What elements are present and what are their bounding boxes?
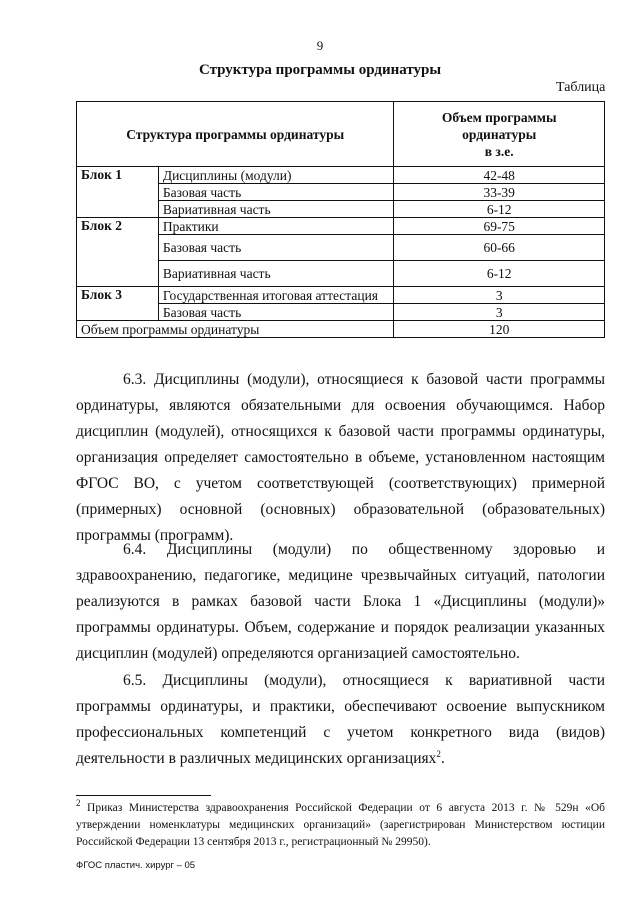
- paragraph-6-5-text: 6.5. Дисциплины (модули), относящиеся к вариативной части программы ординатуры, и практики, обеспечивают освоение выпускником профессиональных компетенций с учетом конкретного вида (видов) деятельности в различных медицинских организациях: [76, 672, 605, 767]
- block-label: Блок 1: [77, 167, 159, 218]
- row-name: Вариативная часть: [158, 261, 394, 287]
- table-row: [77, 287, 605, 304]
- header-volume-line-2: ординатуры: [462, 126, 537, 142]
- block-label: Блок 3: [77, 287, 159, 321]
- row-value: 69-75: [394, 218, 605, 235]
- row-name: Базовая часть: [158, 184, 394, 201]
- paragraph-6-4: 6.4. Дисциплины (модули) по общественному здоровью и здравоохранению, педагогике, медицине чрезвычайных ситуаций, патологии реализуются в рамках базовой части Блока 1 «Дисциплины (модули)» программы ординатуры. Объем, содержание и порядок реализации указанных дисциплин (модулей) определяются организацией самостоятельно.: [76, 541, 605, 662]
- row-name: Практики: [158, 218, 394, 235]
- document-title: Структура программы ординатуры: [198, 62, 442, 78]
- paragraph-6-5-end: .: [440, 750, 445, 767]
- program-structure-table: [76, 101, 605, 338]
- header-structure: Структура программы ординатуры: [77, 102, 394, 167]
- row-name: Базовая часть: [158, 235, 394, 261]
- footnote-text: Приказ Министерства здравоохранения Российской Федерации от 6 августа 2013 г. № 529н «Об утверждении номенклатуры медицинских организаций» (зарегистрирован Министерством юстиции Российской Федерации 13 сентября 2013 г., регистрационный № 29950).: [76, 802, 605, 848]
- page-footer: ФГОС пластич. хирург – 05: [76, 860, 196, 871]
- total-label: Объем программы ординатуры: [77, 321, 394, 338]
- row-value: 6-12: [394, 201, 605, 218]
- header-volume-line-1: Объем программы: [441, 109, 557, 125]
- table-total-row: [77, 321, 605, 338]
- total-value: 120: [394, 321, 605, 338]
- row-name: Государственная итоговая аттестация: [158, 287, 394, 304]
- row-value: 6-12: [394, 261, 605, 287]
- table-caption: Таблица: [556, 80, 606, 95]
- row-name: Вариативная часть: [158, 201, 394, 218]
- header-volume: [394, 102, 605, 167]
- paragraph-6-3: 6.3. Дисциплины (модули), относящиеся к базовой части программы ординатуры, являются обязательными для освоения обучающимся. Набор дисциплин (модулей), относящихся к базовой части программы ординатуры, организация определяет самостоятельно в объеме, установленном настоящим ФГОС ВО, с учетом соответствующей (соответствующих) примерной (примерных) основной (основных) образовательной (образовательных) программы (программ).: [76, 371, 605, 544]
- table-header-row: [77, 102, 605, 167]
- table-row: [77, 218, 605, 235]
- row-value: 3: [394, 304, 605, 321]
- row-value: 33-39: [394, 184, 605, 201]
- page-number: 9: [316, 38, 324, 53]
- footnote-marker: 2: [76, 798, 81, 809]
- table-row: [77, 167, 605, 184]
- paragraph-6-5: [76, 668, 605, 772]
- row-name: Дисциплины (модули): [158, 167, 394, 184]
- block-label: Блок 2: [77, 218, 159, 287]
- footnote-ref: 2: [436, 748, 441, 759]
- row-value: 42-48: [394, 167, 605, 184]
- row-value: 3: [394, 287, 605, 304]
- footnote: [76, 800, 605, 851]
- row-name: Базовая часть: [158, 304, 394, 321]
- footnote-divider: [76, 795, 211, 796]
- row-value: 60-66: [394, 235, 605, 261]
- header-volume-line-3: в з.е.: [484, 143, 514, 159]
